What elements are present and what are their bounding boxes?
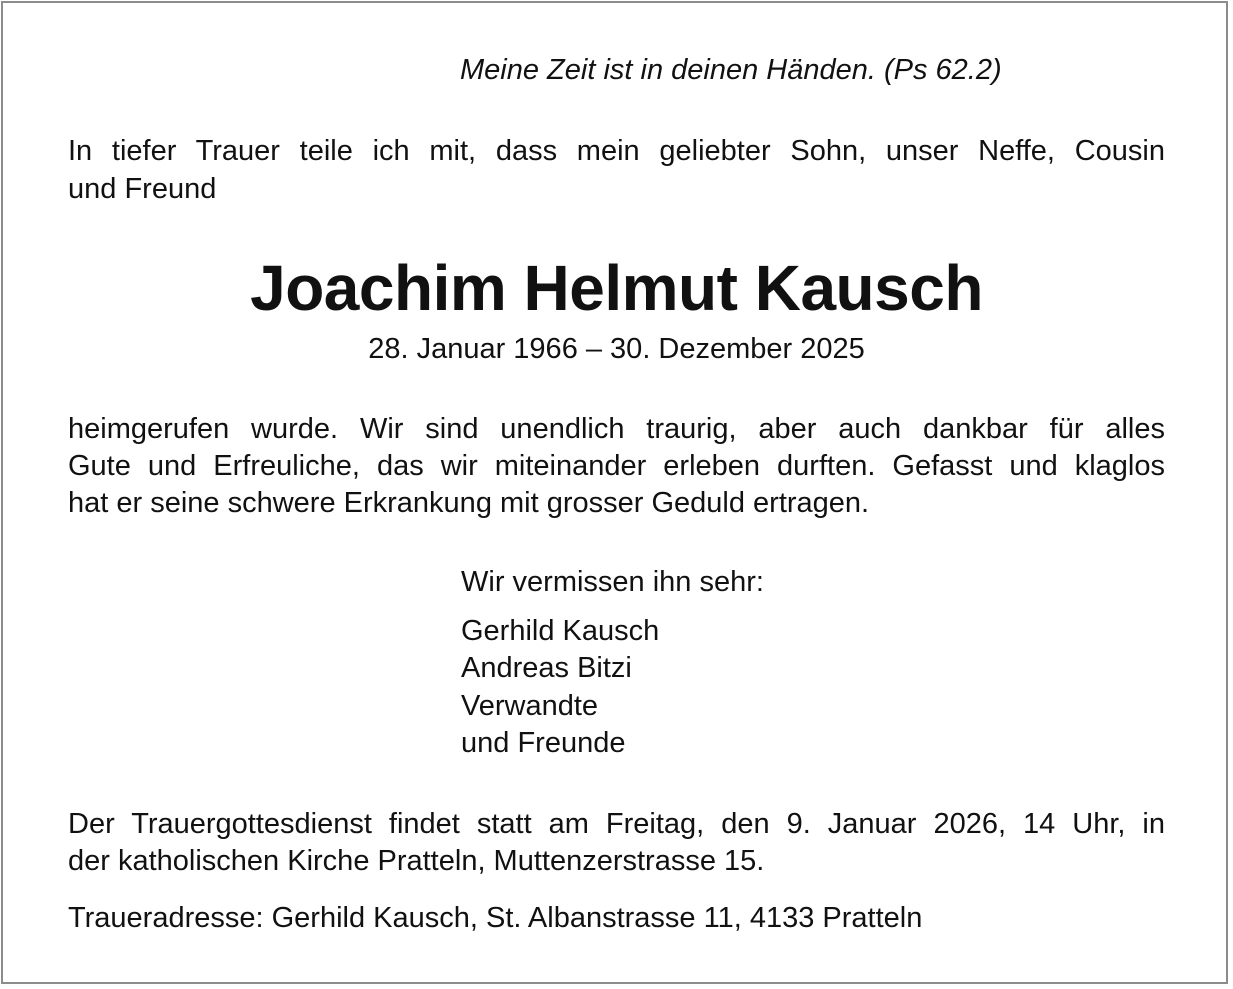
life-dates: 28. Januar 1966 – 30. Dezember 2025 — [368, 333, 865, 365]
intro-text-line-2: und Freund — [68, 173, 217, 205]
funeral-service-line-1: Der Trauergottesdienst findet statt am Freitag, den 9. Januar 2026, 14 Uhr, in — [68, 808, 1165, 840]
mourner-name: Verwandte — [461, 690, 599, 722]
body-text-line-3: hat er seine schwere Erkrankung mit grosser Geduld ertragen. — [68, 487, 870, 519]
mourners-heading: Wir vermissen ihn sehr: — [461, 566, 764, 598]
mourner-name: Gerhild Kausch — [461, 615, 660, 647]
bible-verse-motto: Meine Zeit ist in deinen Händen. (Ps 62.2) — [460, 54, 1002, 86]
body-text-line-1: heimgerufen wurde. Wir sind unendlich traurig, aber auch dankbar für alles — [68, 413, 1165, 445]
mourner-name: Andreas Bitzi — [461, 652, 632, 684]
intro-text-line-1: In tiefer Trauer teile ich mit, dass mein geliebter Sohn, unser Neffe, Cousin — [68, 135, 1165, 167]
deceased-name: Joachim Helmut Kausch — [250, 252, 983, 324]
body-text-line-2: Gute und Erfreuliche, das wir miteinander erleben durften. Gefasst und klaglos — [68, 450, 1165, 482]
funeral-service-line-2: der katholischen Kirche Pratteln, Muttenzerstrasse 15. — [68, 845, 765, 877]
mourning-address: Traueradresse: Gerhild Kausch, St. Albanstrasse 11, 4133 Pratteln — [68, 902, 923, 934]
mourner-name: und Freunde — [461, 727, 626, 759]
